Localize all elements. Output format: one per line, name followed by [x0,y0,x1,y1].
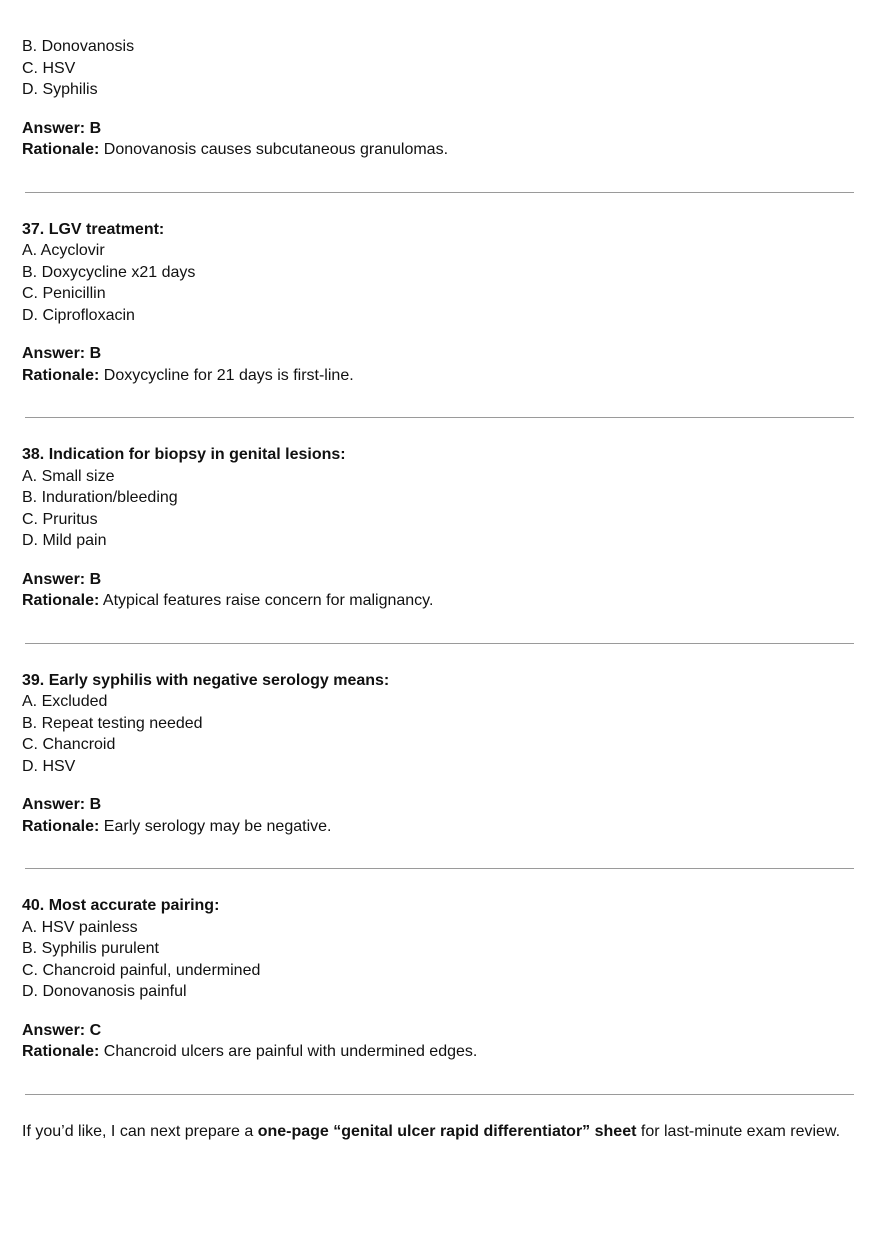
option-a: A. HSV painless [22,918,138,936]
rationale-text: Chancroid ulcers are painful with undermined edges. [103,1043,478,1060]
option-a: A. Small size [22,467,115,485]
answer-value: B [89,345,102,362]
rationale-line [22,590,858,612]
answer-value: B [89,570,102,588]
option-d: D. Syphilis [22,81,98,98]
question-title: 39. Early syphilis with negative serology means: [22,671,390,689]
rationale-text: Doxycycline for 21 days is first-line. [103,366,354,384]
answer-line [22,794,858,816]
footer-prefix: If you’d like, I can next prepare a [22,1122,258,1140]
question-title: 37. LGV treatment: [22,220,165,238]
answer-label: Answer: [22,570,86,588]
option-b: B. Induration/bleeding [22,489,178,506]
rationale-label: Rationale: [22,366,100,384]
document-page [22,36,858,1142]
answer-line [22,1020,858,1042]
option-c: C. HSV [22,59,76,77]
question-title: 40. Most accurate pairing: [22,897,220,914]
rationale-text: Early serology may be negative. [103,817,332,835]
question-block-36 [22,36,858,161]
footer-bold: one-page “genital ulcer rapid differentiator” sheet [257,1122,637,1140]
rationale-line [22,1041,858,1063]
answer-label: Answer: [22,345,86,362]
rationale-text: Atypical features raise concern for malignancy. [102,592,434,609]
footer-note [22,1121,858,1143]
option-b: B. Doxycycline x21 days [22,263,196,281]
answer-value: C [89,1021,102,1039]
answer-value: B [89,119,102,137]
answer-label: Answer: [22,1021,86,1039]
answer-line [22,569,858,591]
question-block-39 [22,670,858,838]
option-d: D. Donovanosis painful [22,983,187,1000]
option-b: B. Donovanosis [22,38,135,55]
option-c: C. Chancroid painful, undermined [22,961,261,979]
rationale-label: Rationale: [22,141,100,158]
rationale-line [22,365,858,387]
option-d: D. Mild pain [22,532,107,549]
answer-label: Answer: [22,796,86,813]
option-d: D. HSV [22,757,76,775]
rationale-line [22,816,858,838]
answer-line [22,118,858,140]
question-title: 38. Indication for biopsy in genital lesions: [22,446,346,463]
rationale-label: Rationale: [22,1043,100,1060]
option-b: B. Syphilis purulent [22,940,159,957]
option-a: A. Acyclovir [22,242,105,259]
question-block-40 [22,895,858,1063]
footer-suffix: for last-minute exam review. [636,1122,841,1140]
question-block-38 [22,444,858,612]
option-b: B. Repeat testing needed [22,714,203,732]
option-c: C. Chancroid [22,736,116,753]
option-c: C. Pruritus [22,510,98,528]
answer-value: B [89,796,102,813]
answer-line [22,343,858,365]
option-c: C. Penicillin [22,285,106,302]
rationale-text: Donovanosis causes subcutaneous granulomas. [103,141,449,158]
rationale-label: Rationale: [22,817,100,835]
rationale-label: Rationale: [22,592,100,609]
answer-label: Answer: [22,119,86,137]
option-a: A. Excluded [22,693,108,710]
rationale-line [22,139,858,161]
option-d: D. Ciprofloxacin [22,306,135,324]
question-block-37 [22,219,858,387]
